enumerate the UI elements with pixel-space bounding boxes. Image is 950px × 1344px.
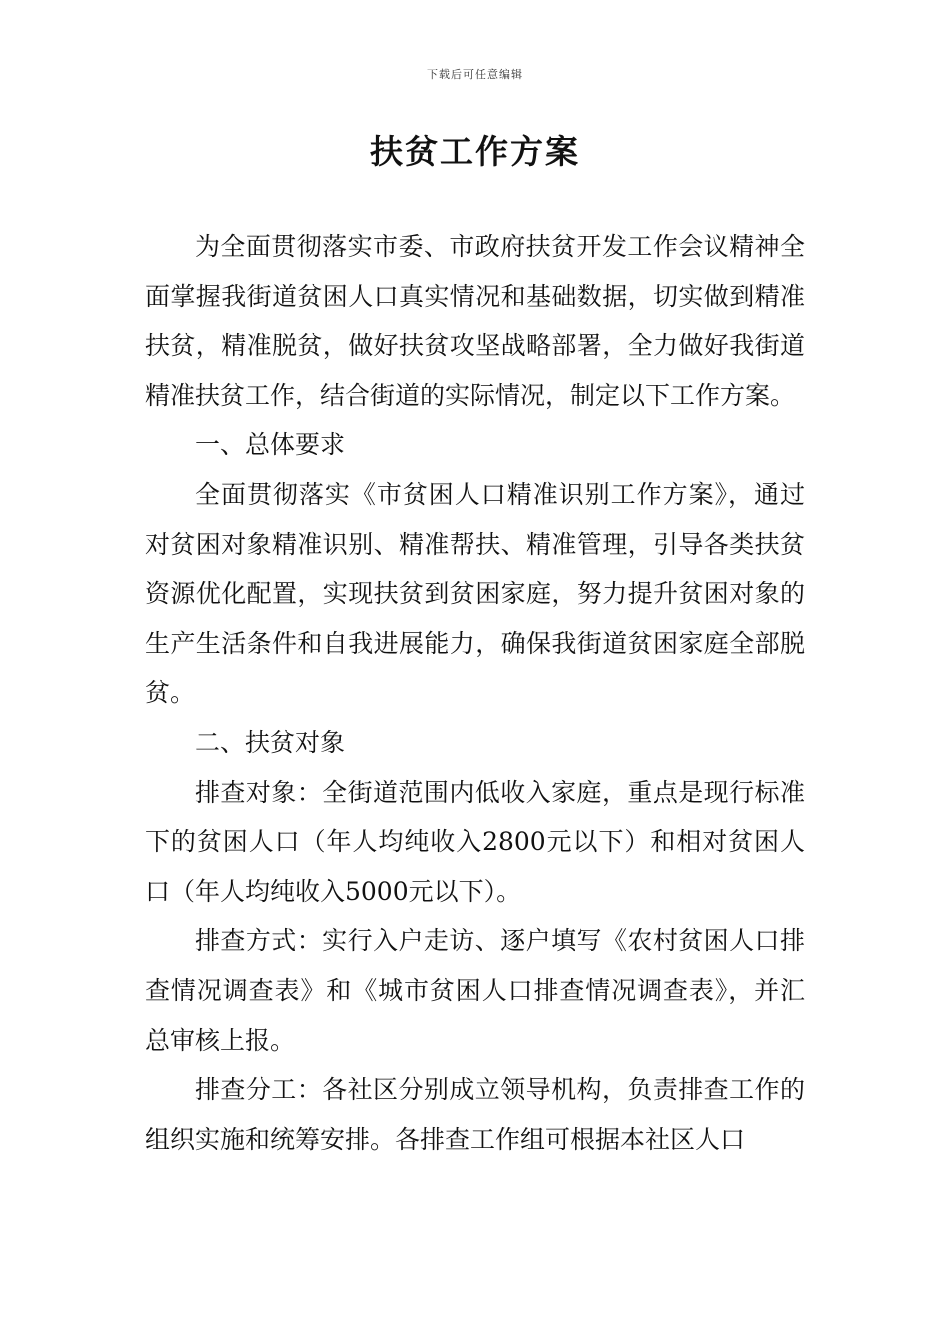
document-body [145, 222, 805, 1164]
paragraph-survey-method: 排查方式：实行入户走访、逐户填写《农村贫困人口排查情况调查表》和《城市贫困人口排查情况调查表》，并汇总审核上报。 [145, 926, 805, 1055]
paragraph-intro: 为全面贯彻落实市委、市政府扶贫开发工作会议精神全面掌握我街道贫困人口真实情况和基础数据，切实做到精准扶贫，精准脱贫，做好扶贫攻坚战略部署，全力做好我街道精准扶贫工作，结合街道的实际情况，制定以下工作方案。 [145, 232, 805, 410]
document-title: 扶贫工作方案 [370, 132, 580, 171]
header-note: 下载后可任意编辑 [427, 68, 523, 81]
paragraph-general-requirements: 全面贯彻落实《市贫困人口精准识别工作方案》，通过对贫困对象精准识别、精准帮扶、精准管理，引导各类扶贫资源优化配置，实现扶贫到贫困家庭，努力提升贫困对象的生产生活条件和自我进展能力，确保我街道贫困家庭全部脱贫。 [145, 479, 805, 708]
section-heading-general-requirements: 一、总体要求 [195, 430, 346, 460]
section-heading-poverty-targets: 二、扶贫对象 [195, 727, 346, 757]
paragraph-survey-targets: 排查对象：全街道范围内低收入家庭，重点是现行标准下的贫困人口（年人均纯收入2800元以下）和相对贫困人口（年人均纯收入5000元以下）。 [145, 777, 805, 906]
paragraph-survey-division: 排查分工：各社区分别成立领导机构，负责排查工作的组织实施和统筹安排。各排查工作组可根据本社区人口 [145, 1075, 805, 1154]
